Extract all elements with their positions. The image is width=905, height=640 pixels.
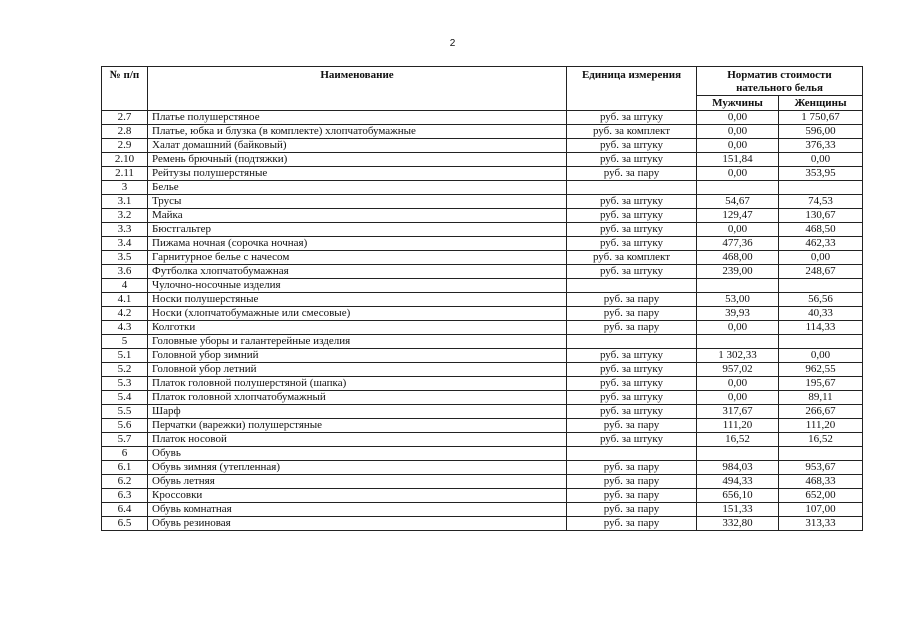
cell-name: Обувь комнатная xyxy=(148,503,567,517)
cell-name: Халат домашний (байковый) xyxy=(148,139,567,153)
cell-unit: руб. за штуку xyxy=(567,349,697,363)
cell-name: Платье полушерстяное xyxy=(148,111,567,125)
table-row xyxy=(102,153,863,167)
cell-men: 151,33 xyxy=(697,503,779,517)
cell-name: Пижама ночная (сорочка ночная) xyxy=(148,237,567,251)
table-row xyxy=(102,195,863,209)
cell-name: Рейтузы полушерстяные xyxy=(148,167,567,181)
cell-women: 468,50 xyxy=(779,223,863,237)
cell-num: 3.2 xyxy=(102,209,148,223)
table-row xyxy=(102,279,863,293)
cell-women: 40,33 xyxy=(779,307,863,321)
cell-num: 4 xyxy=(102,279,148,293)
cell-women: 0,00 xyxy=(779,349,863,363)
cell-men: 129,47 xyxy=(697,209,779,223)
cell-women: 1 750,67 xyxy=(779,111,863,125)
cell-num: 3.6 xyxy=(102,265,148,279)
cell-num: 5 xyxy=(102,335,148,349)
cell-unit: руб. за комплект xyxy=(567,251,697,265)
cell-num: 2.10 xyxy=(102,153,148,167)
cell-men: 0,00 xyxy=(697,139,779,153)
cell-num: 6.4 xyxy=(102,503,148,517)
cell-name: Носки полушерстяные xyxy=(148,293,567,307)
cell-men: 16,52 xyxy=(697,433,779,447)
cell-men xyxy=(697,279,779,293)
cell-num: 3.3 xyxy=(102,223,148,237)
cell-women: 111,20 xyxy=(779,419,863,433)
cell-unit: руб. за штуку xyxy=(567,363,697,377)
cell-women: 16,52 xyxy=(779,433,863,447)
cell-men: 111,20 xyxy=(697,419,779,433)
cell-unit: руб. за штуку xyxy=(567,433,697,447)
cell-women: 652,00 xyxy=(779,489,863,503)
cell-num: 4.3 xyxy=(102,321,148,335)
cell-women: 130,67 xyxy=(779,209,863,223)
cell-women xyxy=(779,447,863,461)
cell-num: 5.6 xyxy=(102,419,148,433)
cell-women xyxy=(779,181,863,195)
header-women: Женщины xyxy=(779,96,863,111)
table-row xyxy=(102,419,863,433)
cell-unit: руб. за штуку xyxy=(567,153,697,167)
cell-men: 1 302,33 xyxy=(697,349,779,363)
cell-name: Обувь xyxy=(148,447,567,461)
cell-men: 0,00 xyxy=(697,167,779,181)
cell-women: 953,67 xyxy=(779,461,863,475)
cell-name: Кроссовки xyxy=(148,489,567,503)
table-row xyxy=(102,377,863,391)
cell-unit xyxy=(567,447,697,461)
cell-men: 0,00 xyxy=(697,111,779,125)
cell-num: 3.4 xyxy=(102,237,148,251)
cell-name: Платок носовой xyxy=(148,433,567,447)
cell-men: 0,00 xyxy=(697,321,779,335)
table-row xyxy=(102,167,863,181)
cell-men: 53,00 xyxy=(697,293,779,307)
cell-name: Обувь резиновая xyxy=(148,517,567,531)
cell-men: 54,67 xyxy=(697,195,779,209)
cell-unit: руб. за штуку xyxy=(567,209,697,223)
cell-name: Платок головной хлопчатобумажный xyxy=(148,391,567,405)
cell-men xyxy=(697,335,779,349)
cell-name: Обувь зимняя (утепленная) xyxy=(148,461,567,475)
table-row xyxy=(102,293,863,307)
cell-unit: руб. за штуку xyxy=(567,405,697,419)
cell-women: 353,95 xyxy=(779,167,863,181)
cell-unit: руб. за пару xyxy=(567,517,697,531)
cell-num: 4.1 xyxy=(102,293,148,307)
cell-women: 195,67 xyxy=(779,377,863,391)
table-row xyxy=(102,223,863,237)
cell-num: 6.5 xyxy=(102,517,148,531)
cell-num: 2.11 xyxy=(102,167,148,181)
cell-men: 0,00 xyxy=(697,391,779,405)
cell-name: Майка xyxy=(148,209,567,223)
cell-num: 2.8 xyxy=(102,125,148,139)
table-row xyxy=(102,349,863,363)
cell-women: 596,00 xyxy=(779,125,863,139)
cell-num: 5.7 xyxy=(102,433,148,447)
header-name: Наименование xyxy=(148,67,567,111)
cell-name: Платье, юбка и блузка (в комплекте) хлопчатобумажные xyxy=(148,125,567,139)
cell-women: 74,53 xyxy=(779,195,863,209)
cell-men: 239,00 xyxy=(697,265,779,279)
cell-unit: руб. за пару xyxy=(567,293,697,307)
cell-num: 5.3 xyxy=(102,377,148,391)
cell-name: Носки (хлопчатобумажные или смесовые) xyxy=(148,307,567,321)
cell-women: 462,33 xyxy=(779,237,863,251)
cell-men: 317,67 xyxy=(697,405,779,419)
cell-name: Футболка хлопчатобумажная xyxy=(148,265,567,279)
table-row xyxy=(102,321,863,335)
cell-women: 376,33 xyxy=(779,139,863,153)
table-row xyxy=(102,251,863,265)
cell-women: 107,00 xyxy=(779,503,863,517)
table-row xyxy=(102,209,863,223)
cell-men xyxy=(697,447,779,461)
cell-num: 6.1 xyxy=(102,461,148,475)
cell-name: Белье xyxy=(148,181,567,195)
table-row xyxy=(102,139,863,153)
cell-unit xyxy=(567,279,697,293)
table-row xyxy=(102,433,863,447)
table-row xyxy=(102,307,863,321)
cell-num: 2.9 xyxy=(102,139,148,153)
cell-unit: руб. за штуку xyxy=(567,195,697,209)
cell-unit: руб. за штуку xyxy=(567,391,697,405)
cell-num: 3.5 xyxy=(102,251,148,265)
cell-women: 313,33 xyxy=(779,517,863,531)
cell-women xyxy=(779,335,863,349)
cell-unit: руб. за пару xyxy=(567,503,697,517)
cell-num: 6.3 xyxy=(102,489,148,503)
cell-unit: руб. за пару xyxy=(567,461,697,475)
cell-num: 2.7 xyxy=(102,111,148,125)
cell-num: 4.2 xyxy=(102,307,148,321)
table-row xyxy=(102,447,863,461)
cell-men: 39,93 xyxy=(697,307,779,321)
cell-name: Головной убор летний xyxy=(148,363,567,377)
cell-women: 468,33 xyxy=(779,475,863,489)
cell-unit: руб. за штуку xyxy=(567,223,697,237)
cell-name: Трусы xyxy=(148,195,567,209)
cell-name: Головные уборы и галантерейные изделия xyxy=(148,335,567,349)
cell-num: 5.5 xyxy=(102,405,148,419)
cell-women: 0,00 xyxy=(779,251,863,265)
cell-name: Платок головной полушерстяной (шапка) xyxy=(148,377,567,391)
cell-unit: руб. за штуку xyxy=(567,237,697,251)
cell-unit: руб. за комплект xyxy=(567,125,697,139)
cell-num: 3 xyxy=(102,181,148,195)
cell-women: 266,67 xyxy=(779,405,863,419)
cell-unit: руб. за пару xyxy=(567,307,697,321)
cell-unit: руб. за пару xyxy=(567,475,697,489)
cell-name: Чулочно-носочные изделия xyxy=(148,279,567,293)
cell-men: 0,00 xyxy=(697,223,779,237)
cell-men xyxy=(697,181,779,195)
cell-men: 468,00 xyxy=(697,251,779,265)
cell-unit xyxy=(567,181,697,195)
cell-num: 6 xyxy=(102,447,148,461)
cell-women: 114,33 xyxy=(779,321,863,335)
cell-name: Обувь летняя xyxy=(148,475,567,489)
cell-unit: руб. за пару xyxy=(567,167,697,181)
cell-name: Шарф xyxy=(148,405,567,419)
header-men: Мужчины xyxy=(697,96,779,111)
cell-name: Перчатки (варежки) полушерстяные xyxy=(148,419,567,433)
cell-unit: руб. за штуку xyxy=(567,265,697,279)
table-row xyxy=(102,363,863,377)
table-row xyxy=(102,391,863,405)
cell-unit: руб. за штуку xyxy=(567,377,697,391)
cell-men: 0,00 xyxy=(697,377,779,391)
cell-num: 5.2 xyxy=(102,363,148,377)
cell-women: 962,55 xyxy=(779,363,863,377)
table-row xyxy=(102,237,863,251)
header-norm: Норматив стоимости нательного белья xyxy=(697,67,863,96)
cell-men: 957,02 xyxy=(697,363,779,377)
table-row xyxy=(102,503,863,517)
table-row xyxy=(102,489,863,503)
header-unit: Единица измерения xyxy=(567,67,697,111)
cell-unit: руб. за пару xyxy=(567,321,697,335)
table-row xyxy=(102,517,863,531)
cell-men: 494,33 xyxy=(697,475,779,489)
table-body xyxy=(102,111,863,531)
cell-women: 56,56 xyxy=(779,293,863,307)
cell-men: 332,80 xyxy=(697,517,779,531)
cell-women: 89,11 xyxy=(779,391,863,405)
cell-unit: руб. за штуку xyxy=(567,139,697,153)
norms-table xyxy=(101,66,863,531)
cell-num: 3.1 xyxy=(102,195,148,209)
cell-num: 5.4 xyxy=(102,391,148,405)
cell-men: 0,00 xyxy=(697,125,779,139)
cell-name: Головной убор зимний xyxy=(148,349,567,363)
cell-women: 0,00 xyxy=(779,153,863,167)
table-row xyxy=(102,181,863,195)
cell-men: 984,03 xyxy=(697,461,779,475)
cell-women xyxy=(779,279,863,293)
table-row xyxy=(102,111,863,125)
cell-num: 6.2 xyxy=(102,475,148,489)
table-row xyxy=(102,265,863,279)
cell-unit xyxy=(567,335,697,349)
cell-unit: руб. за штуку xyxy=(567,111,697,125)
cell-women: 248,67 xyxy=(779,265,863,279)
cell-men: 151,84 xyxy=(697,153,779,167)
cell-name: Гарнитурное белье с начесом xyxy=(148,251,567,265)
cell-name: Колготки xyxy=(148,321,567,335)
cell-name: Ремень брючный (подтяжки) xyxy=(148,153,567,167)
header-num: № п/п xyxy=(102,67,148,111)
table-row xyxy=(102,461,863,475)
cell-name: Бюстгальтер xyxy=(148,223,567,237)
table-row xyxy=(102,405,863,419)
table-row xyxy=(102,125,863,139)
cell-men: 656,10 xyxy=(697,489,779,503)
cell-men: 477,36 xyxy=(697,237,779,251)
table-row xyxy=(102,475,863,489)
table-row xyxy=(102,335,863,349)
cell-unit: руб. за пару xyxy=(567,489,697,503)
page-number: 2 xyxy=(449,38,456,49)
cell-unit: руб. за пару xyxy=(567,419,697,433)
cell-num: 5.1 xyxy=(102,349,148,363)
